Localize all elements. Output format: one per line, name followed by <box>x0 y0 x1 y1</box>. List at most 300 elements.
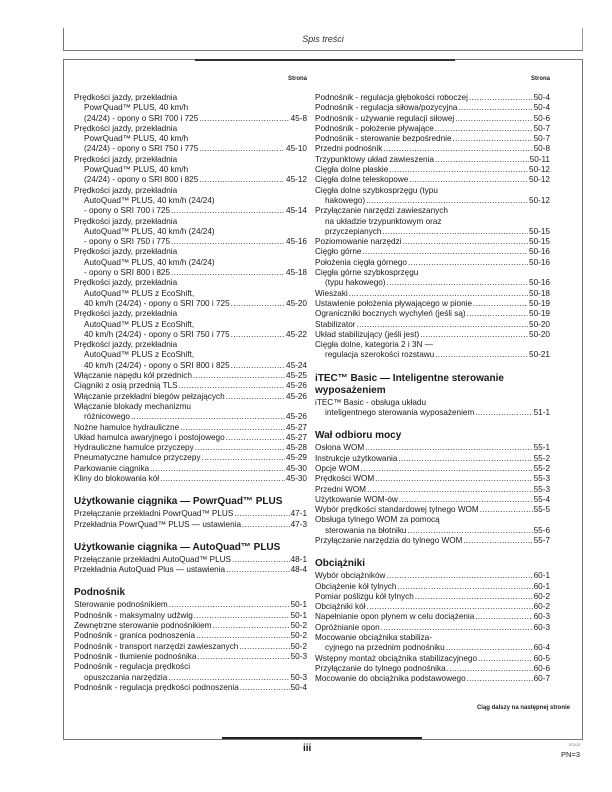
toc-entry[interactable] <box>315 309 550 319</box>
toc-entry[interactable] <box>74 309 307 340</box>
toc-page-ref: 45-20 <box>286 298 307 308</box>
toc-entry-title: Instrukcje użytkowania <box>315 453 398 463</box>
toc-page-ref: 55-2 <box>533 463 550 473</box>
toc-entry[interactable] <box>74 186 307 217</box>
toc-entry-title: Przekładnia AutoQuad Plus — ustawienia <box>74 565 226 575</box>
toc-page-ref: 47-1 <box>290 509 307 519</box>
dot-leader <box>375 474 532 484</box>
toc-entry-title: Napełnianie opon płynem w celu dociążenia <box>315 612 475 622</box>
toc-page-ref: 55-1 <box>533 443 550 453</box>
toc-entry-title: Osłona WOM <box>315 443 365 453</box>
toc-entry-title: Podnośnik - tłumienie podnośnika <box>74 651 197 661</box>
toc-page-ref: 45-24 <box>286 360 307 370</box>
dot-leader <box>232 555 290 565</box>
toc-entry[interactable] <box>315 289 550 299</box>
toc-entry-line: PowrQuad™ PLUS, 40 km/h <box>84 103 189 113</box>
dot-leader <box>179 381 285 391</box>
dot-leader <box>409 175 528 185</box>
toc-page-ref: 50-3 <box>290 672 307 682</box>
dot-leader <box>367 602 533 612</box>
toc-entry[interactable] <box>74 683 307 693</box>
toc-page-ref: 60-7 <box>533 674 550 684</box>
toc-entry-title: (24/24) - opony o SRI 750 i 775 <box>84 144 199 154</box>
toc-page-ref: 51-1 <box>533 408 550 418</box>
toc-page-ref: 50-15 <box>529 237 550 247</box>
dot-leader <box>480 505 533 515</box>
toc-entry-title: Stabilizator <box>315 319 356 329</box>
toc-entry-title: Zewnętrzne sterowanie podnośnikiem <box>74 621 212 631</box>
toc-entry-line: AutoQuad™ PLUS z EcoShift, <box>84 319 195 329</box>
dot-leader <box>199 114 289 124</box>
dot-leader <box>467 674 533 684</box>
toc-entry-title: Podnośnik - sterowanie bezpośrednie <box>315 134 452 144</box>
toc-entry[interactable] <box>315 623 550 633</box>
toc-entry-title: Trzypunktowy układ zawieszenia <box>315 154 434 164</box>
toc-page-ref: 45-14 <box>286 206 307 216</box>
toc-entry-title: - opony o SRI 700 i 725 <box>84 206 171 216</box>
dot-leader <box>475 408 532 418</box>
toc-page-ref: 55-3 <box>533 484 550 494</box>
dot-leader <box>239 642 289 652</box>
toc-entry-title: Ograniczniki bocznych wychyleń (jeśli są) <box>315 309 466 319</box>
toc-entry-title: Wybór obciążników <box>315 571 386 581</box>
toc-entry[interactable] <box>74 340 307 371</box>
top-divider <box>195 59 455 61</box>
toc-entry[interactable] <box>315 464 550 474</box>
toc-entry-title: Ciągniki z osią przednią TLS <box>74 381 178 391</box>
toc-entry-title: Opróżnianie opon <box>315 622 380 632</box>
page-column-label: Strona <box>530 76 550 82</box>
toc-entry-line: AutoQuad™ PLUS, 40 km/h (24/24) <box>84 195 215 205</box>
toc-entry-line: Prędkości jazdy, przekładnia <box>74 216 178 226</box>
dot-leader <box>240 683 290 693</box>
section-title: Podnośnik <box>74 587 126 599</box>
toc-entry-title: Przyłączanie narzędzia do tylnego WOM <box>315 535 463 545</box>
toc-page-ref: 60-1 <box>533 581 550 591</box>
toc-entry[interactable] <box>74 423 307 433</box>
dot-leader <box>367 485 533 495</box>
dot-leader <box>226 433 285 443</box>
toc-entry[interactable] <box>74 621 307 631</box>
dot-leader <box>453 134 533 144</box>
dot-leader <box>383 144 532 154</box>
dot-leader <box>361 464 533 474</box>
toc-entry[interactable] <box>74 433 307 443</box>
toc-entry[interactable] <box>315 612 550 622</box>
toc-page-ref: 50-6 <box>533 113 550 123</box>
dot-leader <box>349 289 528 299</box>
toc-entry-title: - opony o SRI 750 i 775 <box>84 237 171 247</box>
toc-page-ref: 55-4 <box>533 494 550 504</box>
toc-page-ref: 50-7 <box>533 134 550 144</box>
toc-page-ref: 55-2 <box>533 453 550 463</box>
toc-entry-line: Prędkości jazdy, przekładnia <box>74 185 178 195</box>
toc-entry[interactable] <box>315 454 550 464</box>
dot-leader <box>381 623 533 633</box>
toc-page-ref: 50-12 <box>529 165 550 175</box>
toc-entry-line: AutoQuad™ PLUS z EcoShift, <box>84 288 195 298</box>
dot-leader <box>435 350 528 360</box>
toc-entry-title: hakowego) <box>325 195 366 205</box>
dot-leader <box>478 654 533 664</box>
toc-page-ref: 45-25 <box>286 371 307 381</box>
toc-entry-line: iTEC™ Basic - obsługa układu <box>315 397 427 407</box>
dot-leader <box>234 509 289 519</box>
toc-entry-line: Prędkości jazdy, przekładnia <box>74 340 178 350</box>
dot-leader <box>362 247 528 257</box>
dot-leader <box>467 309 528 319</box>
toc-page-ref: 50-8 <box>533 144 550 154</box>
toc-entry-title: Prędkości WOM <box>315 474 375 484</box>
header-frame <box>63 28 583 51</box>
toc-entry-title: Przełączanie przekładni AutoQuad™ PLUS <box>74 554 232 564</box>
toc-entry-title: Cięgła dolne płaskie <box>315 165 389 175</box>
toc-entry-title: Układ stabilizujący (jeśli jest) <box>315 329 420 339</box>
toc-entry-title: Wybór prędkości standardowej tylnego WOM <box>315 505 479 515</box>
toc-entry-title: różnicowego <box>84 412 130 422</box>
toc-entry[interactable] <box>315 571 550 581</box>
toc-entry[interactable] <box>315 299 550 309</box>
toc-page-ref: 45-10 <box>286 144 307 154</box>
dot-leader <box>399 495 533 505</box>
dot-leader <box>398 454 532 464</box>
toc-page-ref: 50-12 <box>529 195 550 205</box>
toc-entry[interactable] <box>315 103 550 113</box>
toc-entry-title: Przekładnia PowrQuad™ PLUS — ustawienia <box>74 519 242 529</box>
dot-leader <box>226 565 290 575</box>
toc-entry[interactable] <box>315 175 550 185</box>
toc-entry[interactable] <box>315 495 550 505</box>
toc-entry-title: Mocowanie do obciążnika podstawowego <box>315 674 466 684</box>
toc-entry[interactable] <box>315 602 550 612</box>
toc-entry[interactable] <box>74 600 307 610</box>
toc-page-ref: 50-7 <box>533 123 550 133</box>
toc-entry[interactable] <box>315 124 550 134</box>
toc-entry-title: Włączanie napędu kół przednich <box>74 371 192 381</box>
toc-entry-title: Włączanie przekładni biegów pełzających <box>74 391 225 401</box>
toc-page-ref: 48-1 <box>290 554 307 564</box>
toc-entry[interactable] <box>74 371 307 381</box>
toc-page-ref: 45-30 <box>286 463 307 473</box>
toc-page-ref: 50-12 <box>529 175 550 185</box>
toc-entry-title: Ustawienie położenia pływającego w pionie <box>315 298 473 308</box>
continued-note: Ciąg dalszy na następnej stronie <box>476 705 570 711</box>
dot-leader <box>382 227 528 237</box>
toc-page-ref: 50-2 <box>290 631 307 641</box>
dot-leader <box>447 664 533 674</box>
toc-page-ref: 45-28 <box>286 443 307 453</box>
toc-entry[interactable] <box>315 93 550 103</box>
toc-entry[interactable] <box>74 217 307 248</box>
toc-entry-line: PowrQuad™ PLUS, 40 km/h <box>84 134 189 144</box>
toc-entry-line: Prędkości jazdy, przekładnia <box>74 154 178 164</box>
toc-entry-title: Podnośnik - używanie regulacji siłowej <box>315 113 455 123</box>
toc-entry-title: Podnośnik - granica podnoszenia <box>74 631 196 641</box>
toc-entry-line: Przyłączanie narzędzi zawieszanych <box>315 206 448 216</box>
toc-page-ref: 45-8 <box>290 113 307 123</box>
dot-leader <box>357 320 529 330</box>
toc-page-ref: 45-26 <box>286 412 307 422</box>
dot-leader <box>171 237 285 247</box>
toc-entry-line: Prędkości jazdy, przekładnia <box>74 247 178 257</box>
toc-entry-title: Użytkowanie WOM-ów <box>315 494 398 504</box>
dot-leader <box>387 278 529 288</box>
toc-entry[interactable] <box>74 443 307 453</box>
toc-entry[interactable] <box>74 155 307 186</box>
toc-page-ref: 45-26 <box>286 381 307 391</box>
toc-entry-title: Podnośnik - położenie pływające <box>315 123 434 133</box>
toc-entry[interactable] <box>74 464 307 474</box>
dot-leader <box>231 330 285 340</box>
toc-entry[interactable] <box>315 186 550 207</box>
toc-entry-title: (24/24) - opony o SRI 700 i 725 <box>84 113 199 123</box>
toc-entry-title: Cięgła dolne teleskopowe <box>315 175 409 185</box>
toc-entry[interactable] <box>315 268 550 289</box>
toc-entry[interactable] <box>315 247 550 257</box>
dot-leader <box>473 299 528 309</box>
toc-entry-line: AutoQuad™ PLUS z EcoShift, <box>84 350 195 360</box>
toc-entry[interactable] <box>74 453 307 463</box>
toc-entry-line: AutoQuad™ PLUS, 40 km/h (24/24) <box>84 257 215 267</box>
toc-page-ref: 60-3 <box>533 612 550 622</box>
toc-entry-line: Włączanie blokady mechanizmu <box>74 401 191 411</box>
toc-page-ref: 60-1 <box>533 571 550 581</box>
toc-entry[interactable] <box>74 642 307 652</box>
toc-entry-title: Podnośnik - regulacja siłowa/pozycyjna <box>315 103 458 113</box>
toc-entry[interactable] <box>315 474 550 484</box>
toc-page-ref: 45-30 <box>286 473 307 483</box>
dot-leader <box>193 371 285 381</box>
toc-entry-line: AutoQuad™ PLUS, 40 km/h (24/24) <box>84 226 215 236</box>
section-title: Użytkowanie ciągnika — AutoQuad™ PLUS <box>74 541 281 553</box>
toc-entry[interactable] <box>315 330 550 340</box>
toc-entry-line: Cięgła dolne, kategoria 2 i 3N — <box>315 340 433 350</box>
toc-entry-title: 40 km/h (24/24) - opony o SRI 700 i 725 <box>84 298 230 308</box>
dot-leader <box>199 175 285 185</box>
dot-leader <box>475 612 532 622</box>
toc-entry[interactable] <box>315 237 550 247</box>
toc-entry[interactable] <box>315 592 550 602</box>
toc-entry[interactable] <box>315 165 550 175</box>
toc-entry[interactable] <box>315 206 550 237</box>
dot-leader <box>160 474 285 484</box>
dot-leader <box>242 520 290 530</box>
toc-page-ref: 60-3 <box>533 622 550 632</box>
dot-leader <box>171 268 285 278</box>
toc-entry-line: Prędkości jazdy, przekładnia <box>74 123 178 133</box>
toc-entry-title: Wstępny montaż obciążnika stabilizacyjnego <box>315 653 478 663</box>
toc-entry[interactable] <box>315 485 550 495</box>
dot-leader <box>397 582 532 592</box>
toc-page-ref: 50-1 <box>290 610 307 620</box>
dot-leader <box>420 330 528 340</box>
toc-entry[interactable] <box>74 662 307 683</box>
toc-entry-title: Przełączanie przekładni PowrQuad™ PLUS <box>74 509 234 519</box>
toc-entry[interactable] <box>315 633 550 654</box>
dot-leader <box>435 124 533 134</box>
toc-page-ref: 45-16 <box>286 237 307 247</box>
toc-page-ref: 55-3 <box>533 474 550 484</box>
toc-page-ref: 50-4 <box>290 682 307 692</box>
toc-page-ref: 50-2 <box>290 641 307 651</box>
toc-entry[interactable] <box>74 402 307 423</box>
dot-leader <box>212 621 289 631</box>
toc-page-ref: 48-4 <box>290 565 307 575</box>
toc-page-ref: 50-2 <box>290 621 307 631</box>
toc-entry-title: 40 km/h (24/24) - opony o SRI 800 i 825 <box>84 360 230 370</box>
dot-leader <box>226 392 285 402</box>
dot-leader <box>131 412 285 422</box>
toc-column-right <box>315 76 550 685</box>
toc-entry[interactable] <box>74 565 307 575</box>
dot-leader <box>455 114 532 124</box>
toc-page-ref: 60-2 <box>533 602 550 612</box>
page-number: iii <box>303 743 312 754</box>
toc-entry[interactable] <box>74 93 307 124</box>
toc-entry-title: Poziomowanie narzędzi <box>315 237 402 247</box>
toc-entry[interactable] <box>74 381 307 391</box>
toc-entry[interactable] <box>74 392 307 402</box>
toc-entry-title: Kliny do blokowania kół <box>74 473 160 483</box>
toc-page-ref: 45-26 <box>286 391 307 401</box>
toc-entry-title: Pneumatyczne hamulce przyczepy <box>74 453 201 463</box>
toc-page-ref: 50-4 <box>533 103 550 113</box>
dot-leader <box>194 611 290 621</box>
toc-entry-title: Pomiar poślizgu kół tylnych <box>315 591 414 601</box>
toc-entry-title: - opony o SRI 800 i 825 <box>84 268 171 278</box>
toc-entry-title: Obciążniki kół <box>315 602 366 612</box>
toc-page-ref: 50-11 <box>529 154 550 164</box>
toc-entry[interactable] <box>315 114 550 124</box>
dot-leader <box>463 536 532 546</box>
toc-page-ref: 50-20 <box>529 319 550 329</box>
toc-page-ref: 50-19 <box>529 309 550 319</box>
toc-entry[interactable] <box>315 144 550 154</box>
dot-leader <box>408 258 528 268</box>
dot-leader <box>168 673 289 683</box>
toc-entry[interactable] <box>315 398 550 419</box>
toc-entry-title: 40 km/h (24/24) - opony o SRI 750 i 775 <box>84 329 230 339</box>
dot-leader <box>365 443 532 453</box>
toc-entry[interactable] <box>315 443 550 453</box>
dot-leader <box>389 165 528 175</box>
toc-entry-line: Podnośnik - regulacja prędkości <box>74 662 191 672</box>
toc-page-ref: 60-6 <box>533 663 550 673</box>
toc-entry-line: Prędkości jazdy, przekładnia <box>74 278 178 288</box>
toc-entry[interactable] <box>74 555 307 565</box>
toc-entry-line: Cięgła górne szybkosprzęgu <box>315 268 419 278</box>
dot-leader <box>366 196 528 206</box>
toc-entry-title: regulacja szerokości rozstawu <box>325 350 435 360</box>
toc-column-left <box>74 76 307 693</box>
dot-leader <box>407 526 532 536</box>
page-column-label: Strona <box>287 76 307 82</box>
toc-page-ref: 45-29 <box>286 453 307 463</box>
toc-entry[interactable] <box>315 515 550 536</box>
toc-page-ref: 55-7 <box>533 535 550 545</box>
toc-page-ref: 60-2 <box>533 591 550 601</box>
toc-entry[interactable] <box>315 505 550 515</box>
toc-entry[interactable] <box>315 320 550 330</box>
toc-entry-title: sterowania na błotniku <box>325 525 407 535</box>
dot-leader <box>386 571 532 581</box>
dot-leader <box>180 423 285 433</box>
dot-leader <box>446 643 533 653</box>
toc-page-ref: 50-16 <box>529 247 550 257</box>
section-title: Użytkowanie ciągnika — PowrQuad™ PLUS <box>74 496 283 508</box>
doc-code: 071113 <box>568 743 580 747</box>
dot-leader <box>231 361 285 371</box>
toc-entry[interactable] <box>74 247 307 278</box>
toc-entry[interactable] <box>315 654 550 664</box>
dot-leader <box>231 299 285 309</box>
toc-page-ref: 55-5 <box>533 505 550 515</box>
toc-entry-line: Prędkości jazdy, przekładnia <box>74 309 178 319</box>
toc-page-ref: 50-1 <box>290 600 307 610</box>
toc-entry-line: Mocowanie obciążnika stabiliza- <box>315 633 432 643</box>
toc-entry-title: przyczepianych <box>325 226 382 236</box>
toc-entry[interactable] <box>74 124 307 155</box>
dot-leader <box>458 103 532 113</box>
toc-page-ref: 45-22 <box>286 329 307 339</box>
toc-entry[interactable] <box>74 611 307 621</box>
toc-entry-title: Przyłączanie do tylnego podnośnika <box>315 663 446 673</box>
toc-entry-title: Obciążenie kół tylnych <box>315 581 397 591</box>
toc-entry[interactable] <box>74 509 307 519</box>
toc-page-ref: 55-6 <box>533 525 550 535</box>
toc-entry[interactable] <box>315 674 550 684</box>
toc-entry-title: (24/24) - opony o SRI 800 i 825 <box>84 175 199 185</box>
toc-page-ref: 50-16 <box>529 278 550 288</box>
toc-entry[interactable] <box>315 134 550 144</box>
dot-leader <box>171 206 285 216</box>
toc-entry-title: Cięgło górne <box>315 247 362 257</box>
toc-entry[interactable] <box>74 520 307 530</box>
toc-page-ref: 50-20 <box>529 329 550 339</box>
toc-entry[interactable] <box>315 155 550 165</box>
toc-entry-line: na układzie trzypunktowym oraz <box>325 216 442 226</box>
toc-page-ref: 45-18 <box>286 268 307 278</box>
toc-page-ref: 50-16 <box>529 257 550 267</box>
toc-page-ref: 60-5 <box>533 653 550 663</box>
toc-entry[interactable] <box>315 258 550 268</box>
dot-leader <box>169 600 290 610</box>
toc-entry-title: inteligentnego sterowania wyposażeniem <box>325 408 475 418</box>
toc-entry[interactable] <box>74 652 307 662</box>
dot-leader <box>402 237 528 247</box>
toc-entry-title: Hydrauliczne hamulce przyczepy <box>74 443 194 453</box>
section-title: Wał odbioru mocy <box>315 430 402 442</box>
toc-page-ref: 47-3 <box>290 519 307 529</box>
toc-entry[interactable] <box>74 631 307 641</box>
dot-leader <box>150 464 285 474</box>
toc-entry[interactable] <box>315 664 550 674</box>
toc-entry-title: Opcje WOM <box>315 463 360 473</box>
bottom-divider <box>222 737 422 739</box>
dot-leader <box>202 453 286 463</box>
toc-entry-title: cyjnego na przednim podnośniku <box>325 643 445 653</box>
toc-page-ref: 50-21 <box>529 350 550 360</box>
toc-entry[interactable] <box>315 536 550 546</box>
toc-page-ref: 45-12 <box>286 175 307 185</box>
dot-leader <box>199 144 285 154</box>
toc-entry[interactable] <box>315 340 550 361</box>
toc-entry-title: Przedni podnośnik <box>315 144 383 154</box>
toc-entry-title: Wieszaki <box>315 288 348 298</box>
toc-entry[interactable] <box>74 278 307 309</box>
toc-entry[interactable] <box>315 582 550 592</box>
toc-entry[interactable] <box>74 474 307 484</box>
